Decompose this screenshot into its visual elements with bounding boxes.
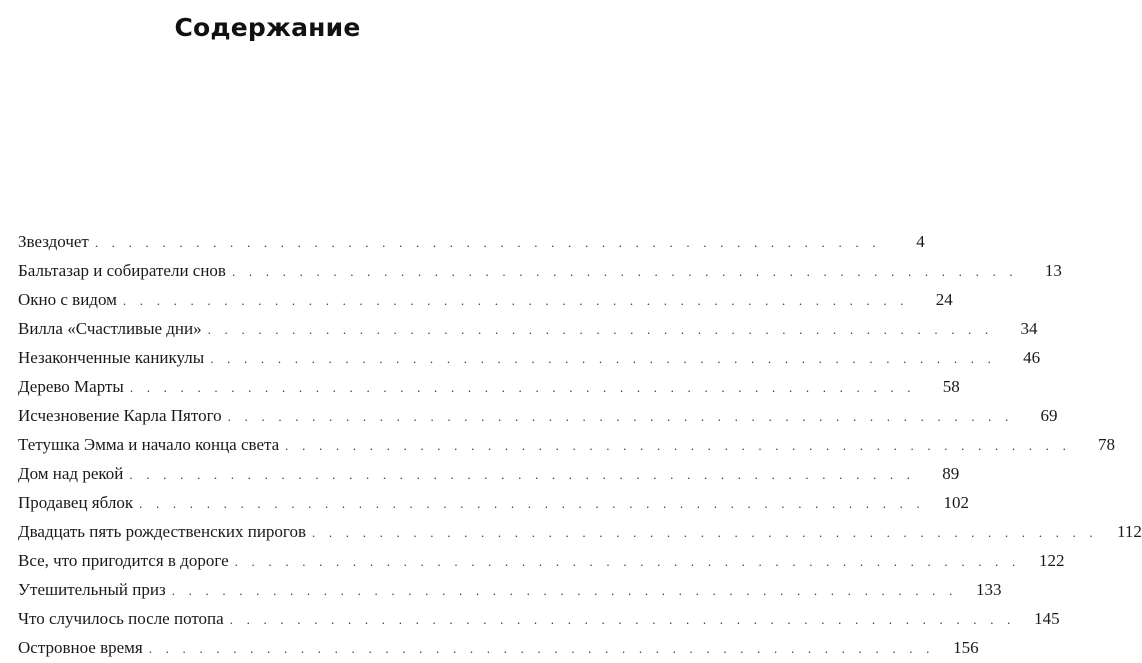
toc-entry-page: 145 — [1034, 609, 1060, 628]
toc-entry-title: Что случилось после потопа — [18, 609, 224, 628]
toc-entry — [18, 459, 960, 488]
toc-entry-page: 69 — [1040, 406, 1058, 425]
toc-entry-page: 13 — [1044, 261, 1062, 280]
toc-entry-title: Звездочет — [18, 232, 89, 251]
toc-entry — [18, 517, 1142, 546]
toc-leader-dots: . . . . . . . . . . . . . . . . . . . . . . . . . . . . . . . . . . . . . . . . . . . . . . . — [285, 438, 1072, 453]
toc-leader-dots: . . . . . . . . . . . . . . . . . . . . . . . . . . . . . . . . . . . . . . . . . . . . . . . — [231, 264, 1018, 279]
toc-entry-title: Исчезновение Карла Пятого — [18, 406, 222, 425]
toc-leader-dots: . . . . . . . . . . . . . . . . . . . . . . . . . . . . . . . . . . . . . . . . . . . . . . . — [171, 583, 958, 598]
toc-entry — [18, 314, 1038, 343]
toc-entry — [18, 285, 953, 314]
toc-leader-dots: . . . . . . . . . . . . . . . . . . . . . . . . . . . . . . . . . . . . . . . . . . . . . . . — [227, 409, 1014, 424]
toc-entry — [18, 372, 960, 401]
toc-entry-page: 122 — [1038, 551, 1065, 570]
toc-entry-title: Дерево Марты — [18, 377, 124, 396]
toc-leader-dots: . . . . . . . . . . . . . . . . . . . . . . . . . . . . . . . . . . . . . . . . . . . . . . . — [210, 351, 997, 366]
toc-leader-dots: . . . . . . . . . . . . . . . . . . . . . . . . . . . . . . . . . . . . . . . . . . . . . . . — [129, 467, 916, 482]
page-title: Содержание — [174, 13, 361, 42]
toc-entry-title: Тетушка Эмма и начало конца света — [18, 435, 280, 454]
toc-leader-dots: . . . . . . . . . . . . . . . . . . . . . . . . . . . . . . . . . . . . . . . . . . . . . . . — [148, 641, 935, 656]
toc-entry-title: Незаконченные каникулы — [18, 348, 205, 367]
toc-entry-title: Вилла «Счастливые дни» — [18, 319, 202, 338]
table-of-contents — [18, 227, 1142, 662]
toc-entry — [18, 401, 1058, 430]
toc-entry-page: 4 — [916, 232, 925, 251]
toc-leader-dots: . . . . . . . . . . . . . . . . . . . . . . . . . . . . . . . . . . . . . . . . . . . . . . . — [207, 322, 994, 337]
toc-entry — [18, 604, 1060, 633]
toc-entry — [18, 575, 1002, 604]
toc-entry — [18, 546, 1065, 575]
toc-entry-page: 58 — [942, 377, 960, 396]
toc-entry-page: 89 — [942, 464, 960, 483]
toc-leader-dots: . . . . . . . . . . . . . . . . . . . . . . . . . . . . . . . . . . . . . . . . . . . . . . . — [229, 612, 1016, 627]
toc-entry — [18, 227, 925, 256]
toc-leader-dots: . . . . . . . . . . . . . . . . . . . . . . . . . . . . . . . . . . . . . . . . . . . . . . . — [312, 525, 1098, 540]
toc-entry — [18, 256, 1062, 285]
toc-entry-title: Дом над рекой — [18, 464, 124, 483]
toc-entry — [18, 343, 1041, 372]
toc-leader-dots: . . . . . . . . . . . . . . . . . . . . . . . . . . . . . . . . . . . . . . . . . . . . . . . — [234, 554, 1021, 569]
toc-entry-page: 133 — [976, 580, 1002, 599]
toc-leader-dots: . . . . . . . . . . . . . . . . . . . . . . . . . . . . . . . . . . . . . . . . . . . . . . . — [129, 380, 916, 395]
toc-entry-title: Окно с видом — [18, 290, 117, 309]
toc-entry-page: 24 — [935, 290, 953, 309]
toc-entry-page: 78 — [1098, 435, 1116, 454]
toc-entry — [18, 430, 1116, 459]
toc-entry-title: Продавец яблок — [18, 493, 134, 512]
toc-entry-page: 46 — [1023, 348, 1041, 367]
toc-entry-title: Все, что пригодится в дороге — [18, 551, 229, 570]
toc-entry-title: Утешительный приз — [18, 580, 166, 599]
toc-leader-dots: . . . . . . . . . . . . . . . . . . . . . . . . . . . . . . . . . . . . . . . . . . . . . . . — [139, 496, 925, 511]
toc-leader-dots: . . . . . . . . . . . . . . . . . . . . . . . . . . . . . . . . . . . . . . . . . . . . . . . — [122, 293, 909, 308]
toc-entry-page: 34 — [1020, 319, 1038, 338]
toc-entry-page: 102 — [943, 493, 969, 512]
toc-entry-title: Двадцать пять рождественских пирогов — [18, 522, 306, 541]
toc-leader-dots: . . . . . . . . . . . . . . . . . . . . . . . . . . . . . . . . . . . . . . . . . . . . . . . — [94, 235, 881, 250]
toc-entry — [18, 633, 979, 662]
toc-entry-page: 156 — [953, 638, 979, 657]
toc-entry-title: Бальтазар и собиратели снов — [18, 261, 226, 280]
toc-entry — [18, 488, 969, 517]
toc-entry-title: Островное время — [18, 638, 143, 657]
toc-entry-page: 112 — [1116, 522, 1142, 541]
